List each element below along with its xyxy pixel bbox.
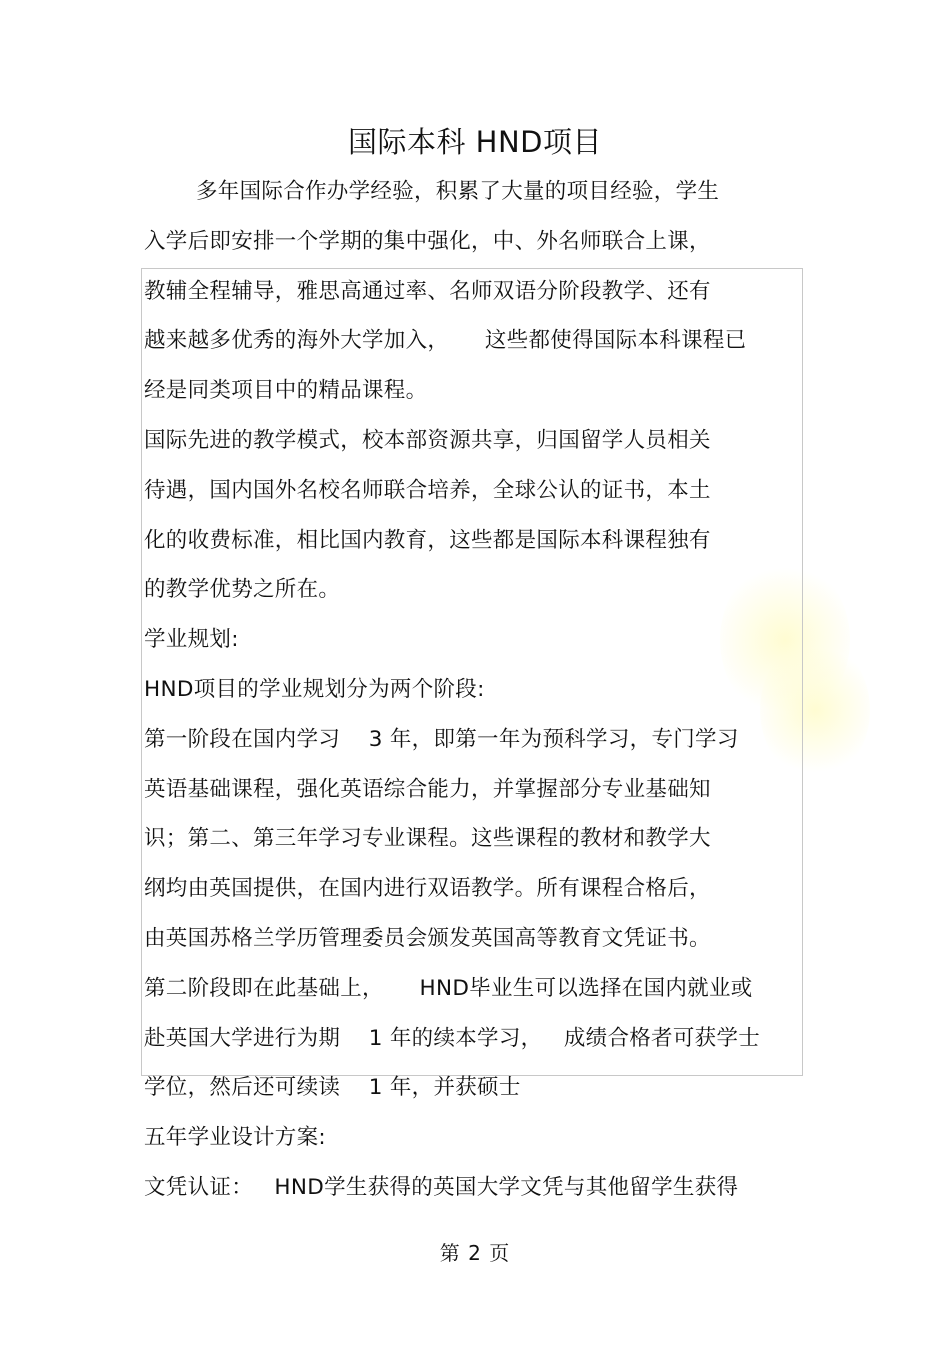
text-line: 的教学优势之所在。 bbox=[144, 577, 341, 603]
text-line: 化的收费标准，相比国内教育，这些都是国际本科课程独有 bbox=[144, 527, 711, 553]
text-line: 赴英国大学进行为期 1 年的续本学习， 成绩合格者可获学士 bbox=[144, 1025, 761, 1051]
text-line: HND项目的学业规划分为两个阶段: bbox=[144, 676, 485, 702]
document-body bbox=[144, 172, 824, 1218]
text-line: 纲均由英国提供，在国内进行双语教学。所有课程合格后， bbox=[144, 876, 711, 902]
text-line: 经是同类项目中的精品课程。 bbox=[144, 378, 428, 404]
text-line: 文凭认证： HND学生获得的英国大学文凭与其他留学生获得 bbox=[144, 1174, 739, 1200]
text-line: 入学后即安排一个学期的集中强化，中、外名师联合上课， bbox=[144, 228, 711, 254]
document-title: 国际本科 HND项目 bbox=[347, 125, 603, 159]
text-line: 学位，然后还可续读 1 年，并获硕士 bbox=[144, 1075, 521, 1101]
text-line: 识；第二、第三年学习专业课程。这些课程的教材和教学大 bbox=[144, 826, 711, 852]
text-line: 第一阶段在国内学习 3 年，即第一年为预科学习，专门学习 bbox=[144, 726, 739, 752]
text-line: 多年国际合作办学经验，积累了大量的项目经验，学生 bbox=[196, 179, 720, 204]
section-heading: 五年学业设计方案: bbox=[144, 1125, 326, 1151]
text-line: 英语基础课程，强化英语综合能力，并掌握部分专业基础知 bbox=[144, 776, 711, 802]
text-line: 待遇，国内国外名校名师联合培养，全球公认的证书，本土 bbox=[144, 477, 711, 503]
text-line: 越来越多优秀的海外大学加入， 这些都使得国际本科课程已 bbox=[144, 328, 747, 354]
section-heading: 学业规划: bbox=[144, 627, 239, 653]
text-line: 教辅全程辅导，雅思高通过率、名师双语分阶段教学、还有 bbox=[144, 278, 711, 304]
text-line: 由英国苏格兰学历管理委员会颁发英国高等教育文凭证书。 bbox=[144, 925, 711, 951]
text-line: 国际先进的教学模式，校本部资源共享，归国留学人员相关 bbox=[144, 427, 711, 453]
text-line: 第二阶段即在此基础上， HND毕业生可以选择在国内就业或 bbox=[144, 975, 753, 1001]
page-number: 第 2 页 bbox=[439, 1241, 511, 1265]
